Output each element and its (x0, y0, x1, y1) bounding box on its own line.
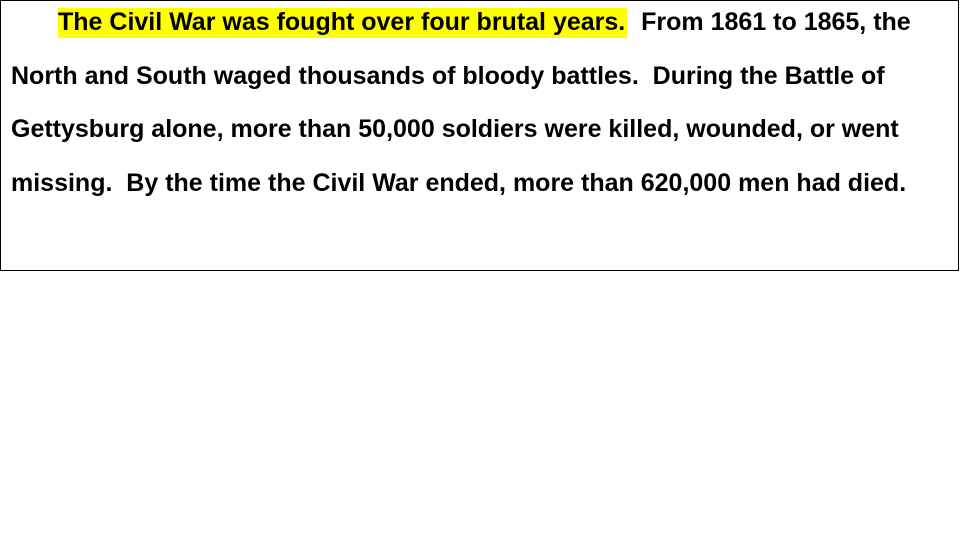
body-text: From 1861 to 1865, the North and South waged thousands of bloody battles. During the Battle of Gettysburg alone, more than 50,000 soldiers were killed, wounded, or went missing. By the time the Civil War ended, more than 620,000 men had died. (11, 8, 918, 197)
paragraph (11, 0, 948, 210)
highlighted-sentence: The Civil War was fought over four brutal years. (58, 8, 626, 36)
